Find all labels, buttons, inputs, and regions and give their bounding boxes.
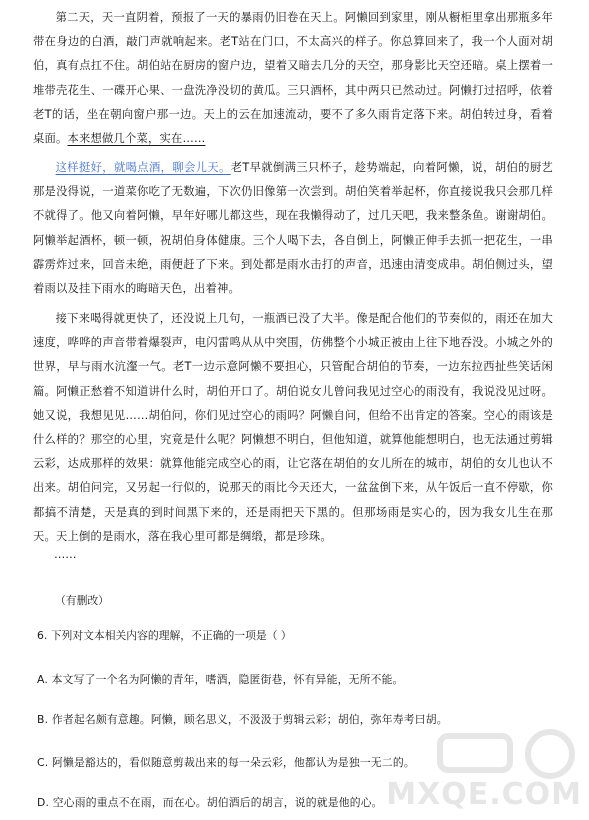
option-b: B. 作者起名颇有意趣。阿懒，顾名思义，不汲汲于剪辑云彩；胡伯，弥年寿考曰胡。 <box>37 713 448 726</box>
watermark-logo <box>386 722 589 816</box>
paragraph-1-text: 第二天，天一直阴着，预报了一天的暴雨仍旧卷在天上。阿懒回到家里，刚从橱柜里拿出那瓶多年带在身边的白酒，敲门声就响起来。老T站在门口，不太高兴的样子。你总算回来了，我一个人面对胡伯，真有点扛不住。胡伯站在厨房的窗户边，望着又暗去几分的天空，那身影比天空还暗。桌上摆着一堆带壳花生、一碟开心果、一盘洗净没切的黄瓜。三只酒杯，其中两只已然动过。阿懒打过招呼，依着老T的话，坐在朝向窗户那一边。天上的云在加速流动，要不了多久雨肯定落下来。胡伯转过身，看着桌面。 <box>33 11 553 146</box>
paragraph-3 <box>33 307 553 549</box>
paragraph-2-text: 老T早就倒满三只杯子，趁势端起，向着阿懒，说，胡伯的厨艺那是没得说，一道菜你吃了无数遍，下次仍旧像第一次尝到。胡伯笑着举起杯，你直接说我只会那几样不就得了。他又向着阿懒，早年好哪儿都这些，现在我懒得动了，过几天吧，我来整条鱼。谢谢胡伯。阿懒举起酒杯，顿一顿，祝胡伯身体健康。三个人喝下去，各自倒上，阿懒正伸手去抓一把花生，一串霹雳炸过来，回音未绝，雨便赶了下来。到处都是雨水击打的声音，迅速由清变成串。胡伯侧过头，望着雨以及挂下雨水的晦暗天色，出着神。 <box>33 161 553 296</box>
option-c: C. 阿懒是豁达的，看似随意剪裁出来的每一朵云彩，他都认为是独一无二的。 <box>37 756 415 769</box>
option-a: A. 本文写了一个名为阿懒的青年，嗜酒，隐匿街巷，怀有异能，无所不能。 <box>37 673 404 686</box>
paragraph-2-highlight: 这样挺好，就喝点酒，聊会儿天。 <box>55 161 231 174</box>
edit-note: （有删改） <box>55 594 109 607</box>
paragraph-1-underlined: 本来想做几个菜，实在…… <box>67 132 206 146</box>
ellipsis: …… <box>54 548 77 561</box>
question-stem: 6. 下列对文本相关内容的理解，不正确的一项是（ ） <box>37 629 292 642</box>
watermark-text: MXQE.COM <box>386 777 582 812</box>
paragraph-3-text: 接下来喝得就更快了，还没说上几句，一瓶酒已没了大半。像是配合他们的节奏似的，雨还在加大速度，哗哗的声音带着爆裂声，电闪雷鸣从从中突围，仿佛整个小城正被由上往下地吞没。小城之外的世界，早与雨水沆瀣一气。老T一边示意阿懒不要担心，只管配合胡伯的节奏，一边东拉西扯些笑话闲篇。阿懒正愁着不知道讲什么时，胡伯开口了。胡伯说女儿曾问我见过空心的雨没有，我说没见过呀。她又说，我想见见……胡伯问，你们见过空心的雨吗？阿懒自问，但给不出肯定的答案。空心的雨该是什么样的？那空的心里，究竟是什么呢？阿懒想不明白，但他知道，就算他能想明白，也无法通过剪辑云彩，达成那样的效果：就算他能完成空心的雨，让它落在胡伯的女儿所在的城市，胡伯的女儿也认不出来。胡伯问完，又另起一行似的，说那天的雨比今天还大，一盆盆倒下来，从午饭后一直不停歇，你都搞不清楚，天是真的到时间黑下来的，还是雨把天下黑的。但那场雨是实心的，因为我女儿生在那天。天上倒的是雨水，落在我心里可都是绸缎，都是珍珠。 <box>33 312 553 543</box>
paragraph-1 <box>33 6 553 151</box>
option-d: D. 空心雨的重点不在雨，而在心。胡伯酒后的胡言，说的就是他的心。 <box>37 796 383 809</box>
paragraph-2 <box>33 156 553 301</box>
